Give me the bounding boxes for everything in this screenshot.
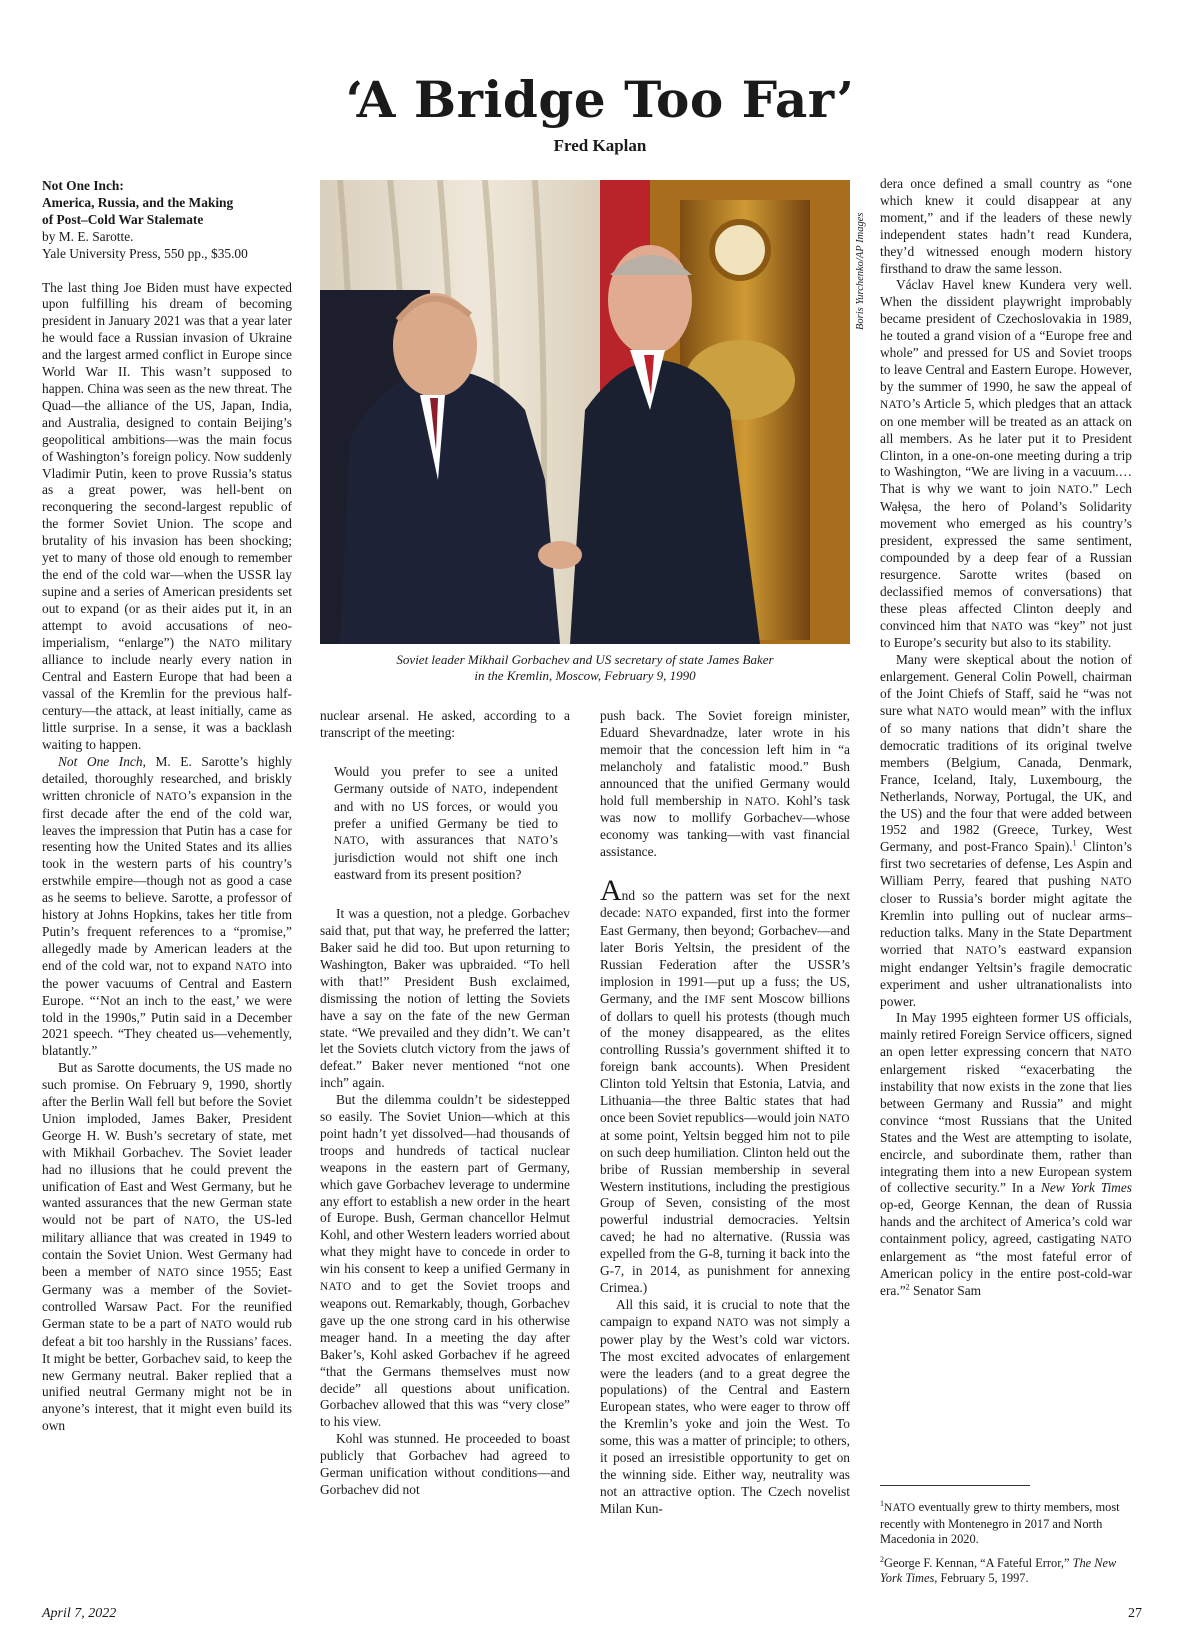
book-info	[42, 178, 292, 263]
footnotes	[880, 1485, 1132, 1595]
paragraph: Many were skeptical about the notion of enlargement. General Colin Powell, chairman of the Joint Chiefs of Staff, said he “was not sure what NATO would mean” with the influx of so many nations that didn’t share the democratic traditions of its original twelve members (Belgium, Canada, Denmark, France, Iceland, Italy, Luxembourg, the Netherlands, Norway, Portugal, the UK, and the US) and the four that were added between 1952 and 1982 (Greece, Turkey, West Germany, and post-Franco Spain).$^1$ Clinton’s first two secretaries of defense, Les Aspin and William Perry, feared that pushing NATO closer to Russia’s border might agitate the Kremlin into pulling out of nuclear arms–reduction talks. Many in the State Department worried that NATO’s eastward expansion might endanger Yeltsin’s fragile democratic experiment and usher ultranationalists into power.	[880, 652, 1132, 1009]
photo-caption-line2: in the Kremlin, Moscow, February 9, 1990	[474, 668, 696, 683]
book-publisher: Yale University Press, 550 pp., $35.00	[42, 245, 248, 261]
book-title-line2: America, Russia, and the Making	[42, 194, 234, 210]
paragraph: dera once defined a small country as “one which knew it could disappear at any moment,” and if the leaders of these newly independent states hadn’t read Kundera, they’d witnessed enough modern history firsthand to draw the same lesson.	[880, 176, 1132, 276]
photo-caption-line1: Soviet leader Mikhail Gorbachev and US secretary of state James Baker	[396, 652, 774, 667]
footnote-2: $^2$George F. Kennan, “A Fateful Error,” The New York Times, February 5, 1997.	[880, 1554, 1117, 1585]
quote-text: Would you prefer to see a united Germany outside of NATO, independent and with no US forces, or would you prefer a unified Germany be tied to NATO, with assurances that NATO’s jurisdiction would not shift one inch eastward from its present position?	[334, 763, 558, 883]
book-title-line1: Not One Inch:	[42, 178, 124, 193]
photo-credit-text: Boris Yurchenko/AP Images	[855, 212, 866, 330]
column-2	[320, 708, 570, 1499]
photo-credit	[852, 180, 866, 330]
footnote-1: $^1$NATO eventually grew to thirty members, most recently with Montenegro in 2017 and North Macedonia in 2020.	[880, 1498, 1120, 1546]
paragraph: In May 1995 eighteen former US officials, mainly retired Foreign Service officers, signed an open letter expressing concern that NATO enlargement risked “exacerbating the instability that now exists in the zone that lies between Germany and Russia” and might convince “most Russians that the United States and the West are attempting to isolate, encircle, and subordinate them, rather than integrating them into a new European system of collective security.” In a New York Times op-ed, George Kennan, the dean of Russia hands and the architect of America’s cold war containment policy, agreed, castigating NATO enlargement as “the most fateful error of American policy in the entire post-cold-war era.”$^2$ Senator Sam	[880, 1010, 1132, 1298]
paragraph: It was a question, not a pledge. Gorbachev said that, put that way, he preferred the latter; Baker said he did too. But upon returning to Washington, Baker was upbraided. “To hell with that!” President Bush exclaimed, dismissing the notion of letting the Soviets have a say on the fate of the new German state. “We prevailed and they didn’t. We can’t let the Soviets clutch victory from the jaws of defeat.” Baker never mentioned “not one inch” again.	[320, 906, 570, 1091]
paragraph: The last thing Joe Biden must have expected upon fulfilling his dream of becoming president in January 2021 was that a year later he would face a Russian invasion of Ukraine and the largest armed conflict in Europe since World War II. This wasn’t supposed to happen. China was seen as the new threat. The Quad—the alliance of the US, Japan, India, and Australia, designed to contain Beijing’s geopolitical ambitions—was the main focus of Washington’s foreign policy. Now suddenly Vladimir Putin, keen to prove Russia’s status as a great power, was hell-bent on reconquering the second-largest republic of the former Soviet Union. The scope and brutality of his invasion has been shocking; yet to many of those old enough to remember the end of the cold war—when the USSR lay supine and a series of American presidents set out to expand (or as their aides put it, in an attempt to avoid accusations of neo-imperialism, “enlarge”) the NATO military alliance to include nearly every nation in Central and Eastern Europe that had been a vassal of the Kremlin for the previous half-century—the attack, at least initially, came as little surprise. In a sense, it was a backlash waiting to happen.	[42, 279, 292, 752]
book-author: by M. E. Sarotte.	[42, 228, 134, 244]
column-4	[880, 176, 1132, 1300]
footnote-ref: 1	[1072, 838, 1077, 848]
paragraph: nuclear arsenal. He asked, according to a transcript of the meeting:	[320, 708, 570, 740]
column-3	[600, 708, 850, 1518]
block-quote	[334, 764, 558, 884]
footnote-ref: 2	[905, 1282, 910, 1292]
paragraph: And so the pattern was set for the next decade: NATO expanded, first into the former East Germany, then beyond; Gorbachev—and later Boris Yeltsin, the president of the Russian Federation after the USSR’s implosion in 1991—put up a fuss; the US, Germany, and the IMF sent Moscow billions of dollars to quell his protests (though much of the money disappeared, as the elites controlling Russia’s government shifted it to foreign bank accounts). When President Clinton told Yeltsin that Estonia, Latvia, and Lithuania—the three Baltic states that had once been Soviet republics—would join NATO at some point, Yeltsin begged him not to pile on such deep humiliation. Clinton held out the bribe of Russian membership in several Western institutions, including the prestigious Group of Seven, consisting of the most powerful industrial democracies. Yeltsin caved; he had no alternative. (Russia was expelled from the G-8, turning it back into the G-7, in 2014, as punishment for annexing Crimea.)	[600, 874, 850, 1295]
photo-caption	[320, 652, 850, 684]
article-byline: Fred Kaplan	[553, 136, 647, 155]
article-title: ‘A Bridge Too Far’	[345, 70, 855, 129]
issue-date: April 7, 2022	[42, 1606, 117, 1621]
paragraph: Not One Inch, M. E. Sarotte’s highly detailed, thoroughly researched, and briskly written chronicle of NATO’s expansion in the first decade after the end of the cold war, leaves the impression that Putin has a case for resenting how the United States and its allies took in the western parts of his country’s erstwhile empire—though not as good a case as he seems to believe. Sarotte, a professor of history at Johns Hopkins, takes her title from Putin’s frequent references to a “promise,” allegedly made by American leaders at the end of the cold war, not to expand NATO into the power vacuums of Central and Eastern Europe. “‘Not an inch to the east,’ we were told in the 1990s,” Putin said in a December 2021 speech. “They cheated us—vehemently, blatantly.”	[42, 753, 292, 1059]
footnote-divider	[880, 1485, 1030, 1486]
page-number: 27	[1128, 1606, 1142, 1621]
paragraph: Václav Havel knew Kundera very well. When the dissident playwright improbably became president of Czechoslovakia in 1989, he touted a grand vision of a “Europe free and whole” and pressed for US and Soviet troops to leave Central and Eastern Europe. However, by the summer of 1990, he saw the appeal of NATO’s Article 5, which pledges that an attack on one member will be treated as an attack on all members. As he later put it to President Clinton, in a one-on-one meeting during a trip to Washington, “We are living in a vacuum.… That is why we want to join NATO.” Lech Wałęsa, the hero of Poland’s Solidarity movement who emerged as his country’s president, expressed the same sentiment, compounded by a deep fear of a Russian resurgence. Sarotte writes (based on declassified memos of conversations) that these pleas affected Clinton deeply and convinced him that NATO was “key” not just to Europe’s security but also to its stability.	[880, 277, 1133, 651]
paragraph: But as Sarotte documents, the US made no such promise. On February 9, 1990, shortly after the Berlin Wall fell but before the Soviet Union imploded, James Baker, President George H. W. Bush’s secretary of state, met with Mikhail Gorbachev. The Soviet leader had no illusions that he could prevent the unification of East and West Germany, but he wanted assurances that the new German state would not be part of NATO, the US-led military alliance that was created in 1949 to contain the Soviet Union. West Germany had been a member of NATO since 1955; East Germany was a member of the Soviet-controlled Warsaw Pact. For the reunified German state to be a part of NATO would rub defeat a bit too harshly in the Russians’ faces. It might be better, Gorbachev said, to keep the new Germany neutral. Baker replied that a unified neutral Germany might not be in anyone’s interest, that it might even build its own	[42, 1060, 293, 1434]
article-photo	[320, 180, 850, 644]
photo-credit-rotated	[852, 180, 866, 330]
photo-illustration	[320, 180, 850, 644]
column-1	[42, 178, 292, 1435]
paragraph: Kohl was stunned. He proceeded to boast publicly that Gorbachev had agreed to German unification without conditions—and Gorbachev did not	[320, 1431, 570, 1497]
paragraph: But the dilemma couldn’t be sidestepped so easily. The Soviet Union—which at this point hadn’t yet dissolved—had thousands of troops and hundreds of tactical nuclear weapons in the eastern part of Germany, which gave Gorbachev leverage to undermine any effort to establish a new order in the heart of Europe. Bush, German chancellor Helmut Kohl, and other Western leaders worried about what they might have to concede in order to win his consent to keep a unified Germany in NATO and to get the Soviet troops and weapons out. Remarkably, though, Gorbachev gave up the one strong card in his otherwise meager hand. In a meeting the day after Baker’s, Kohl asked Gorbachev if he agreed “that the Germans themselves must now decide” all questions about unification. Gorbachev allowed that this was “very close” to his view.	[320, 1092, 570, 1430]
paragraph: All this said, it is crucial to note that the campaign to expand NATO was not simply a power play by the West’s cold war victors. The most excited advocates of enlargement were the leaders (and to a great degree the populations) of the Central and Eastern European states, who were eager to throw off the Kremlin’s yoke and join the West. To some, this was a matter of principle; to others, it posed an irresistible opportunity to get on the winning side. Either way, neutrality was not an attractive option. The Czech novelist Milan Kun-	[600, 1296, 850, 1516]
book-title-line3: of Post–Cold War Stalemate	[42, 211, 204, 227]
drop-cap: A	[600, 874, 622, 908]
paragraph: push back. The Soviet foreign minister, Eduard Shevardnadze, later wrote in his memoir that the concession left him in “a melancholy and fatalistic mood.” Bush announced that the unified Germany would hold full membership in NATO. Kohl’s task was now to mollify Gorbachev—whose economy was tanking—with vast financial assistance.	[600, 708, 850, 860]
